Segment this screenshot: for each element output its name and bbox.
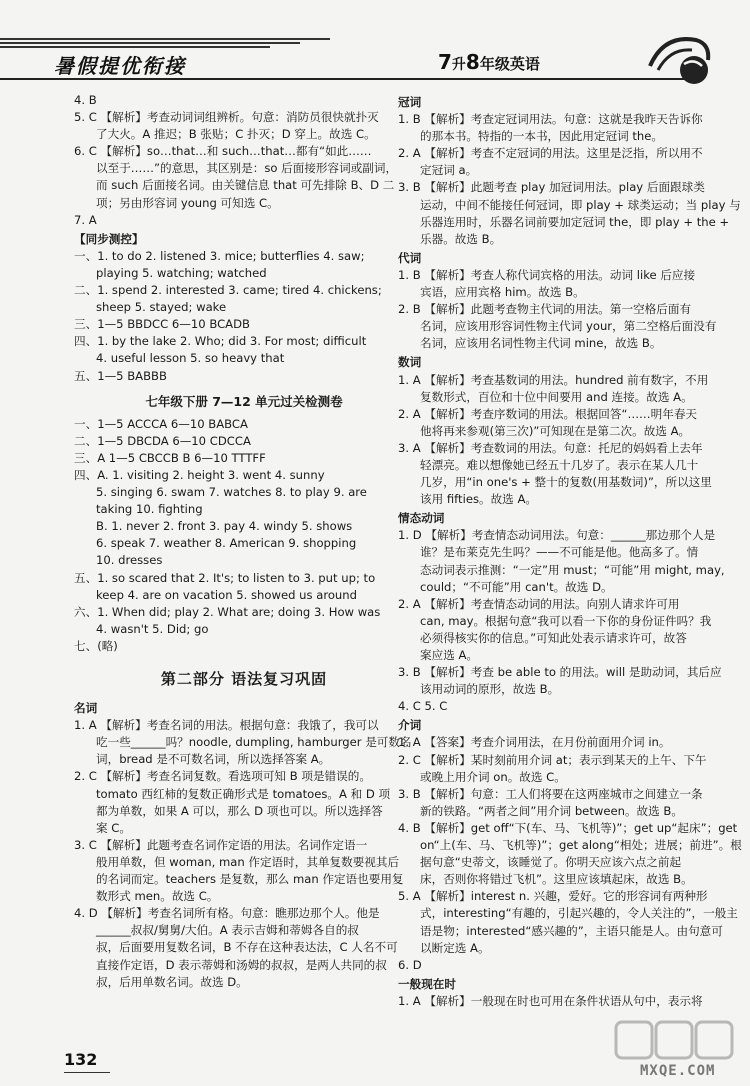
answer-line: 1. A 【答案】考查介词用法，在月份前面用介词 in。 bbox=[398, 735, 671, 750]
answer-line: 1. B 【解析】考查人称代词宾格的用法。动词 like 后应接 bbox=[398, 267, 696, 282]
answer-line: 2. C 【解析】考查名词复数。看选项可知 B 项是错误的。 bbox=[74, 769, 371, 784]
answer-line: 数形式 men。故选 C。 bbox=[96, 889, 219, 904]
header-stripe bbox=[0, 38, 330, 40]
watermark-text: MXQE.COM bbox=[640, 1063, 716, 1079]
answer-line: 必须得核实你的信息。”可知此处表示请求许可，故答 bbox=[420, 630, 687, 645]
answer-line: 五、1. so scared that 2. It's; to listen to 3. put up; to bbox=[74, 570, 376, 585]
swirl-logo-icon bbox=[644, 30, 714, 92]
grade-from: 7 bbox=[438, 50, 452, 74]
answers-article bbox=[398, 111, 741, 248]
answer-line: 态动词表示推测：“一定”用 must；“可能”用 might, may, bbox=[420, 562, 725, 577]
answer-line: could；“不可能”用 can't。故选 D。 bbox=[420, 579, 613, 594]
answer-line: 七、(略) bbox=[74, 638, 118, 653]
answer-line: 或晚上用介词 on。故选 C。 bbox=[420, 769, 566, 784]
answer-line: 叔，后面要用复数名词，B 不存在这种表达法，C 人名不可 bbox=[96, 940, 398, 955]
answer-line: 乐器。故选 B。 bbox=[420, 231, 502, 246]
answers-block-3 bbox=[74, 717, 414, 991]
answer-line: 而 such 后面接名词。由关键信息 that 可先排除 B、D 二 bbox=[96, 178, 395, 193]
answer-line: 新的铁路。“两者之间”用介词 between。故选 B。 bbox=[420, 803, 683, 818]
section-heading: 【同步测控】 bbox=[74, 231, 144, 246]
part-two-title: 第二部分 语法复习巩固 bbox=[160, 670, 328, 688]
answer-line: 一、1—5 ACCCA 6—10 BABCA bbox=[74, 416, 248, 431]
answer-line: 吃一些______吗？noodle, dumpling, hamburger 是可数名 bbox=[96, 735, 412, 750]
answer-line: 乐器连用时，乐器名词前要加定冠词 the，即 play + the + bbox=[420, 214, 730, 229]
left-column bbox=[74, 92, 414, 991]
answer-line: 1. D 【解析】考查情态动词用法。句意：______那边那个人是 bbox=[398, 528, 716, 543]
answer-line: 的名词而定。teachers 是复数，那么 man 作定语也要用复 bbox=[96, 872, 404, 887]
grade-label bbox=[438, 50, 540, 74]
answer-line: 叔，后用单数名词。故选 D。 bbox=[96, 974, 248, 989]
answer-line: 3. C 【解析】此题考查名词作定语的用法。名词作定语一 bbox=[74, 837, 368, 852]
answer-line: 四、A. 1. visiting 2. height 3. went 4. sunny bbox=[74, 467, 325, 482]
answer-line: 一、1. to do 2. listened 3. mice; butterflies 4. saw; bbox=[74, 248, 365, 263]
answer-line: 2. A 【解析】考查序数词的用法。根据回答“……明年春天 bbox=[398, 406, 698, 421]
answer-line: sheep 5. stayed; wake bbox=[96, 300, 227, 315]
answer-line: 2. A 【解析】考查不定冠词的用法。这里是泛指，所以用不 bbox=[398, 146, 703, 161]
answer-line: 五、1—5 BABBB bbox=[74, 368, 167, 383]
answer-line: 3. B 【解析】句意：工人们将要在这两座城市之间建立一条 bbox=[398, 786, 703, 801]
answer-line: 的那本书。特指的一本书，因此用定冠词 the。 bbox=[420, 129, 663, 144]
answer-line: 床，否则你将错过飞机”。这里应该填起床，故选 B。 bbox=[420, 872, 693, 887]
answer-line: on“上(车、马、飞机等)”；get along“相处；进展；前进”。根 bbox=[420, 838, 742, 853]
answer-line: playing 5. watching; watched bbox=[96, 265, 267, 280]
grade-subject: 年级英语 bbox=[479, 55, 540, 73]
answer-line: 4. useful lesson 5. so heavy that bbox=[96, 351, 285, 366]
answer-line: 语是物；interested“感兴趣的”，主语只能是人。由句意可 bbox=[420, 923, 723, 938]
answer-line: 案 C。 bbox=[96, 820, 131, 835]
answer-line: 3. B 【解析】此题考查 play 加冠词用法。play 后面跟球类 bbox=[398, 180, 705, 195]
answer-line: 六、1. When did; play 2. What are; doing 3. How was bbox=[74, 604, 381, 619]
answer-line: 定冠词 a。 bbox=[420, 163, 478, 178]
answer-line: 二、1—5 DBCDA 6—10 CDCCA bbox=[74, 433, 251, 448]
page-number-underline bbox=[64, 1072, 110, 1073]
right-column bbox=[398, 92, 742, 1010]
grade-to: 8 bbox=[465, 50, 480, 74]
answer-line: 复数形式，百位和十位中间要用 and 连接。故选 A。 bbox=[420, 389, 693, 404]
grade-arrow-text: 升 bbox=[451, 57, 466, 73]
answer-line: 1. A 【解析】一般现在时也可用在条件状语从句中，表示将 bbox=[398, 993, 703, 1008]
answer-line: 三、A 1—5 CBCCB B 6—10 TTTFF bbox=[74, 450, 266, 465]
answer-line: 式，interesting“有趣的，引起兴趣的，令人关注的”，一般主 bbox=[420, 906, 738, 921]
answer-line: 4. D 【解析】考查名词所有格。句意：瞧那边那个人。他是 bbox=[74, 906, 380, 921]
answer-line: 谁？是布莱克先生吗？——不可能是他。他高多了。情 bbox=[420, 545, 699, 560]
answer-line: 名词，应该用名词性物主代词 mine，故选 B。 bbox=[420, 336, 662, 351]
answers-modal bbox=[398, 527, 730, 715]
answer-line: tomato 西红柿的复数正确形式是 tomatoes。A 和 D 项 bbox=[96, 786, 391, 801]
answer-line: 该用 fifties。故选 A。 bbox=[420, 492, 537, 507]
answer-line: B. 1. never 2. front 3. pay 4. windy 5. shows bbox=[96, 519, 353, 534]
answer-line: 4. C 5. C bbox=[398, 699, 448, 714]
section-heading-present-tense: 一般现在时 bbox=[398, 976, 456, 991]
answer-line: 都为单数，如果 A 可以，那么 D 项也可以。所以选择答 bbox=[96, 803, 383, 818]
answer-line: 4. B 【解析】get off“下(车、马、飞机等)”；get up“起床”；get bbox=[398, 820, 738, 835]
answer-line: 三、1—5 BBDCC 6—10 BCADB bbox=[74, 317, 250, 332]
section-heading-modal: 情态动词 bbox=[398, 511, 445, 526]
answer-line: 几岁，用“in one's + 整十的复数(用基数词)”，所以这里 bbox=[420, 475, 712, 490]
answer-line: 1. B 【解析】考查定冠词用法。句意：这就是我昨天告诉你 bbox=[398, 112, 703, 127]
answers-block-1 bbox=[74, 92, 414, 385]
answer-line: 直接作定语，D 表示蒂姆和汤姆的叔叔，是两人共同的叔 bbox=[96, 957, 387, 972]
answers-pronoun bbox=[398, 267, 730, 352]
answer-line: 1. A 【解析】考查名词的用法。根据句意：我饿了，我可以 bbox=[74, 718, 379, 733]
unit-test-title: 七年级下册 7—12 单元过关检测卷 bbox=[145, 393, 343, 409]
answer-line: 2. C 【解析】某时刻前用介词 at；表示到某天的上午、下午 bbox=[398, 752, 707, 767]
answer-line: 般用单数，但 woman, man 作定语时，其单复数要视其后 bbox=[96, 854, 400, 869]
answer-line: 5. singing 6. swam 7. watches 8. to play 9. are bbox=[96, 485, 367, 500]
answer-line: 6. C 【解析】so…that…和 such…that…都有“如此…… bbox=[74, 144, 372, 159]
answer-line: 10. dresses bbox=[96, 553, 163, 568]
answer-line: 词，bread 是不可数名词，所以选择答案 A。 bbox=[96, 752, 331, 767]
section-heading-noun: 名词 bbox=[74, 701, 98, 716]
answer-line: 2. A 【解析】考查情态动词的用法。向别人请求许可用 bbox=[398, 596, 680, 611]
answer-line: 他将再来参观(第三次)”可知现在是第二次。故选 A。 bbox=[420, 423, 691, 438]
answer-line: 6. D bbox=[398, 957, 422, 972]
answer-line: 2. B 【解析】此题考查物主代词的用法。第一空格后面有 bbox=[398, 302, 692, 317]
answer-line: 了大火。A 推迟；B 张贴；C 扑灭；D 穿上。故选 C。 bbox=[96, 127, 376, 142]
answer-line: can, may。根据句意“我可以看一下你的身份证件吗？我 bbox=[420, 613, 712, 628]
answer-line: 6. speak 7. weather 8. American 9. shopping bbox=[96, 536, 357, 551]
answer-line: ______叔叔/舅舅/大伯。A 表示吉姆和蒂姆各自的叔 bbox=[96, 923, 359, 938]
answer-line: 名词，应该用形容词性物主代词 your，第二空格后面没有 bbox=[420, 319, 717, 334]
section-heading-pronoun: 代词 bbox=[398, 250, 422, 265]
answer-line: 以断定选 A。 bbox=[420, 940, 490, 955]
section-heading-article: 冠词 bbox=[398, 95, 422, 109]
answer-line: 运动，中间不能接任何冠词，即 play + 球类运动；当 play 与 bbox=[420, 197, 741, 212]
answer-line: 7. A bbox=[74, 212, 97, 227]
answer-line: 3. B 【解析】考查 be able to 的用法。will 是助动词，其后应 bbox=[398, 665, 722, 680]
section-heading-numeral: 数词 bbox=[398, 355, 422, 370]
answer-line: 3. A 【解析】考查数词的用法。句意：托尼的妈妈看上去年 bbox=[398, 440, 703, 455]
answers-preposition bbox=[398, 734, 742, 973]
answer-line: 4. wasn't 5. Did; go bbox=[96, 621, 209, 636]
page-header bbox=[0, 0, 750, 88]
section-heading-preposition: 介词 bbox=[398, 718, 422, 733]
answer-line: 二、1. spend 2. interested 3. came; tired 4. chickens; bbox=[74, 283, 382, 298]
answer-line: 4. B bbox=[74, 93, 97, 107]
book-title: 暑假提优衔接 bbox=[54, 54, 186, 78]
answer-line: 四、1. by the lake 2. Who; did 3. For most; difficult bbox=[74, 334, 367, 349]
answers-numeral bbox=[398, 372, 730, 509]
answer-line: 5. A 【解析】interest n. 兴趣，爱好。它的形容词有两种形 bbox=[398, 889, 708, 904]
answer-line: 案应选 A。 bbox=[420, 648, 478, 662]
answer-line: 1. A 【解析】考查基数词的用法。hundred 前有数字，不用 bbox=[398, 372, 709, 387]
answers-present-tense bbox=[398, 993, 730, 1010]
answer-line: 以至于……”的意思，其区别是：so 后面接形容词或副词， bbox=[96, 161, 398, 176]
header-stripe bbox=[0, 42, 300, 44]
answer-line: 5. C 【解析】考查动词词组辨析。句意：消防员很快就扑灭 bbox=[74, 110, 379, 125]
answer-line: 据句意“史蒂文，该睡觉了。你明天应该六点之前起 bbox=[420, 855, 682, 870]
answers-block-2 bbox=[74, 416, 414, 655]
page-number: 132 bbox=[64, 1050, 98, 1069]
answer-line: 该用动词的原形，故选 B。 bbox=[420, 682, 560, 697]
answer-line: 轻漂亮。难以想像她已经五十几岁了。表示在某人几十 bbox=[420, 457, 699, 472]
answer-line: 宾语，应用宾格 him。故选 B。 bbox=[420, 285, 585, 300]
answer-line: taking 10. fighting bbox=[96, 502, 203, 517]
answer-line: 项；另由形容词 young 可知选 C。 bbox=[96, 195, 279, 210]
answer-line: keep 4. are on vacation 5. showed us around bbox=[96, 587, 357, 602]
